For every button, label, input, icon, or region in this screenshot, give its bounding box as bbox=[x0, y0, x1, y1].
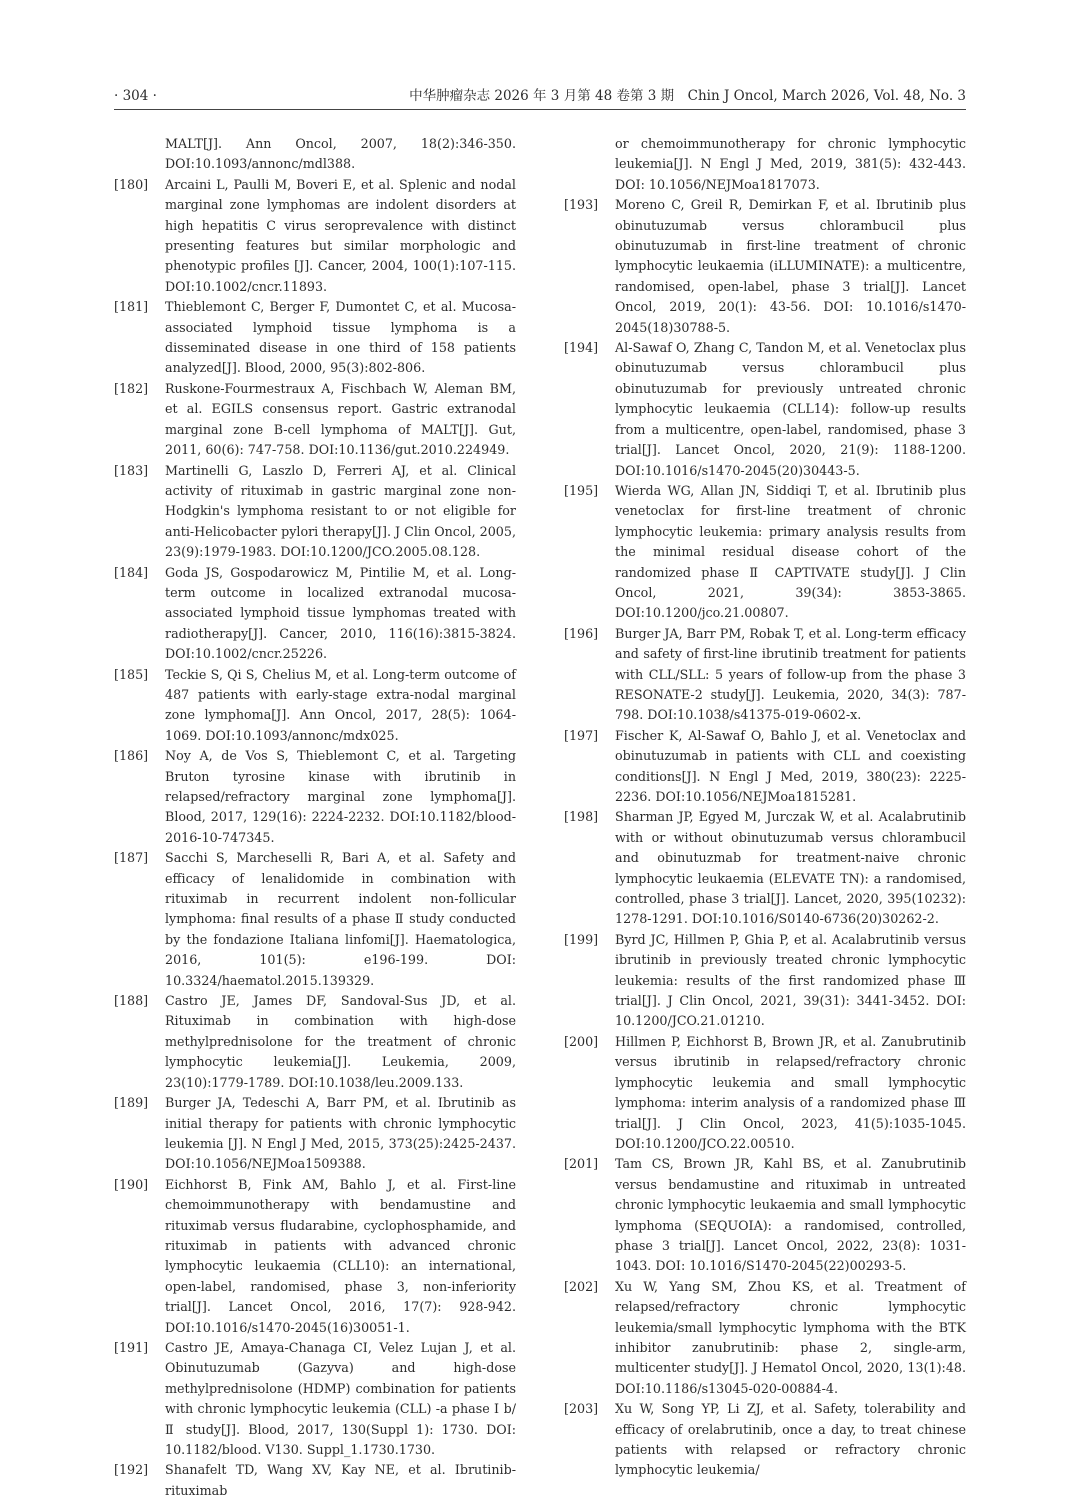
reference-number: [186] bbox=[114, 748, 149, 764]
reference-number: [193] bbox=[564, 197, 599, 213]
reference-text: MALT[J]. Ann Oncol, 2007, 18(2):346-350. DOI:10.1093/annonc/mdl388. bbox=[165, 136, 516, 172]
reference-entry bbox=[114, 175, 516, 297]
reference-entry bbox=[114, 1093, 516, 1175]
reference-number: [187] bbox=[114, 850, 149, 866]
reference-entry bbox=[564, 195, 966, 338]
reference-entry bbox=[564, 338, 966, 481]
reference-text: Shanafelt TD, Wang XV, Kay NE, et al. Ibrutinib-rituximab bbox=[165, 1462, 516, 1498]
page-number: · 304 · bbox=[114, 88, 157, 104]
reference-text: Fischer K, Al-Sawaf O, Bahlo J, et al. Venetoclax and obinutuzumab in patients with CLL and coexisting conditions[J]. N Engl J Med, 2019, 380(23): 2225-2236. DOI:10.1056/NEJMoa1815281. bbox=[615, 727, 966, 804]
reference-text: Wierda WG, Allan JN, Siddiqi T, et al. Ibrutinib plus venetoclax for first-line treatment of chronic lymphocytic leukemia: primary analysis results from the minimal residual disease cohort of the randomized phase Ⅱ CAPTIVATE study[J]. J Clin Oncol, 2021, 39(34): 3853-3865. DOI:10.1200/jco.21.00807. bbox=[615, 482, 966, 621]
reference-entry bbox=[114, 1175, 516, 1338]
reference-number: [182] bbox=[114, 380, 149, 396]
reference-number: [200] bbox=[564, 1033, 599, 1049]
reference-text: Sacchi S, Marcheselli R, Bari A, et al. Safety and efficacy of lenalidomide in combination with rituximab in recurrent indolent non-follicular lymphoma: final results of a phase Ⅱ study conducted by the fondazione Italiana linfomi[J]. Haematologica, 2016, 101(5): e196-199. DOI: 10.3324/haematol.2015.139329. bbox=[165, 850, 516, 988]
reference-number: [198] bbox=[564, 809, 599, 825]
journal-citation: 中华肿瘤杂志 2026 年 3 月第 48 卷第 3 期 Chin J Oncol, March 2026, Vol. 48, No. 3 bbox=[409, 88, 966, 104]
reference-text: Burger JA, Barr PM, Robak T, et al. Long-term efficacy and safety of first-line ibrutinib treatment for patients with CLL/SLL: 5 years of follow-up from the phase 3 RESONATE-2 study[J]. Leukemia, 2020, 34(3): 787-798. DOI:10.1038/s41375-019-0602-x. bbox=[615, 625, 966, 723]
reference-entry bbox=[564, 726, 966, 808]
reference-text: Byrd JC, Hillmen P, Ghia P, et al. Acalabrutinib versus ibrutinib in previously treated chronic lymphocytic leukemia: results of the first randomized phase Ⅲ trial[J]. J Clin Oncol, 2021, 39(31): 3441-3452. DOI: 10.1200/JCO.21.01210. bbox=[615, 931, 966, 1029]
references-left-column bbox=[114, 134, 516, 1501]
page-header bbox=[114, 86, 966, 110]
reference-entry bbox=[564, 1154, 966, 1276]
reference-number: [185] bbox=[114, 666, 149, 682]
reference-number: [199] bbox=[564, 931, 599, 947]
reference-number: [183] bbox=[114, 462, 149, 478]
reference-text: Hillmen P, Eichhorst B, Brown JR, et al. Zanubrutinib versus ibrutinib in relapsed/refractory chronic lymphocytic leukemia and small lymphocytic lymphoma: interim analysis of a randomized phase Ⅲ trial[J]. J Clin Oncol, 2023, 41(5):1035-1045. DOI:10.1200/JCO.22.00510. bbox=[615, 1033, 966, 1151]
reference-text: Sharman JP, Egyed M, Jurczak W, et al. Acalabrutinib with or without obinutuzumab versus chlorambucil and obinutuzmab for treatment-naive chronic lymphocytic leukaemia (ELEVATE TN): a randomised, controlled, phase 3 trial[J]. Lancet, 2020, 395(10232): 1278-1291. DOI:10.1016/S0140-6736(20)30262-2. bbox=[615, 809, 966, 927]
reference-text: or chemoimmunotherapy for chronic lymphocytic leukemia[J]. N Engl J Med, 2019, 381(5): 432-443. DOI: 10.1056/NEJMoa1817073. bbox=[615, 136, 966, 192]
reference-number: [181] bbox=[114, 299, 149, 315]
reference-text: Arcaini L, Paulli M, Boveri E, et al. Splenic and nodal marginal zone lymphomas are indolent disorders at high hepatitis C virus seroprevalence with distinct presenting features but similar morphologic and phenotypic profiles [J]. Cancer, 2004, 100(1):107-115. DOI:10.1002/cncr.11893. bbox=[165, 176, 516, 294]
reference-number: [195] bbox=[564, 482, 599, 498]
reference-text: Xu W, Yang SM, Zhou KS, et al. Treatment of relapsed/refractory chronic lymphocytic leukemia/small lymphocytic lymphoma with the BTK inhibitor zanubrutinib: phase 2, single-arm, multicenter study[J]. J Hematol Oncol, 2020, 13(1):48. DOI:10.1186/s13045-020-00884-4. bbox=[615, 1278, 966, 1396]
reference-number: [184] bbox=[114, 564, 149, 580]
reference-entry bbox=[114, 665, 516, 747]
reference-entry bbox=[114, 746, 516, 848]
reference-text: Ruskone-Fourmestraux A, Fischbach W, Aleman BM, et al. EGILS consensus report. Gastric extranodal marginal zone B-cell lymphoma of MALT[J]. Gut, 2011, 60(6): 747-758. DOI:10.1136/gut.2010.224949. bbox=[165, 380, 516, 458]
reference-number: [202] bbox=[564, 1278, 599, 1294]
reference-number: [197] bbox=[564, 727, 599, 743]
reference-number: [189] bbox=[114, 1095, 149, 1111]
reference-entry bbox=[564, 1399, 966, 1481]
reference-entry bbox=[564, 134, 966, 195]
reference-entry bbox=[114, 1460, 516, 1501]
reference-entry bbox=[114, 134, 516, 175]
reference-text: Tam CS, Brown JR, Kahl BS, et al. Zanubrutinib versus bendamustine and rituximab in untreated chronic lymphocytic leukaemia and small lymphocytic lymphoma (SEQUOIA): a randomised, controlled, phase 3 trial[J]. Lancet Oncol, 2022, 23(8): 1031-1043. DOI: 10.1016/S1470-2045(22)00293-5. bbox=[615, 1156, 966, 1274]
reference-text: Castro JE, Amaya-Chanaga CI, Velez Lujan J, et al. Obinutuzumab (Gazyva) and high-dose methylprednisolone (HDMP) combination for patients with chronic lymphocytic leukemia (CLL) -a phase Ⅰ b/Ⅱ study[J]. Blood, 2017, 130(Suppl 1): 1730. DOI: 10.1182/blood. V130. Suppl_1.1730.1730. bbox=[165, 1339, 516, 1457]
reference-text: Burger JA, Tedeschi A, Barr PM, et al. Ibrutinib as initial therapy for patients with chronic lymphocytic leukemia [J]. N Engl J Med, 2015, 373(25):2425-2437. DOI:10.1056/NEJMoa1509388. bbox=[165, 1095, 516, 1172]
reference-text: Noy A, de Vos S, Thieblemont C, et al. Targeting Bruton tyrosine kinase with ibrutinib in relapsed/refractory marginal zone lymphoma[J]. Blood, 2017, 129(16): 2224-2232. DOI:10.1182/blood-2016-10-747345. bbox=[165, 748, 516, 845]
reference-text: Goda JS, Gospodarowicz M, Pintilie M, et al. Long-term outcome in localized extranodal mucosa-associated lymphoid tissue lymphomas treated with radiotherapy[J]. Cancer, 2010, 116(16):3815-3824. DOI:10.1002/cncr.25226. bbox=[165, 564, 516, 662]
reference-entry bbox=[114, 297, 516, 379]
reference-text: Martinelli G, Laszlo D, Ferreri AJ, et al. Clinical activity of rituximab in gastric marginal zone non-Hodgkin's lymphoma resistant to or not eligible for anti-Helicobacter pylori therapy[J]. J Clin Oncol, 2005, 23(9):1979-1983. DOI:10.1200/JCO.2005.08.128. bbox=[165, 462, 516, 560]
reference-number: [190] bbox=[114, 1176, 149, 1192]
reference-entry bbox=[114, 1338, 516, 1460]
reference-entry bbox=[114, 563, 516, 665]
reference-entry bbox=[114, 991, 516, 1093]
reference-text: Xu W, Song YP, Li ZJ, et al. Safety, tolerability and efficacy of orelabrutinib, once a day, to treat chinese patients with relapsed or refractory chronic lymphocytic leukemia/ bbox=[615, 1401, 966, 1478]
reference-text: Moreno C, Greil R, Demirkan F, et al. Ibrutinib plus obinutuzumab versus chlorambucil plus obinutuzumab in first-line treatment of chronic lymphocytic leukaemia (iLLUMINATE): a multicentre, randomised, open-label, phase 3 trial[J]. Lancet Oncol, 2019, 20(1): 43-56. DOI: 10.1016/s1470-2045(18)30788-5. bbox=[615, 197, 966, 335]
reference-entry bbox=[564, 930, 966, 1032]
reference-text: Castro JE, James DF, Sandoval-Sus JD, et al. Rituximab in combination with high-dose methylprednisolone for the treatment of chronic lymphocytic leukemia[J]. Leukemia, 2009, 23(10):1779-1789. DOI:10.1038/leu.2009.133. bbox=[165, 993, 516, 1090]
reference-entry bbox=[564, 481, 966, 624]
reference-number: [196] bbox=[564, 625, 599, 641]
reference-entry bbox=[564, 1032, 966, 1154]
reference-entry bbox=[114, 379, 516, 461]
reference-number: [180] bbox=[114, 176, 149, 192]
header-rule bbox=[114, 109, 966, 110]
reference-entry bbox=[564, 624, 966, 726]
reference-number: [191] bbox=[114, 1339, 149, 1355]
reference-entry bbox=[564, 807, 966, 929]
reference-number: [194] bbox=[564, 340, 599, 356]
reference-number: [203] bbox=[564, 1401, 599, 1417]
reference-number: [201] bbox=[564, 1156, 599, 1172]
reference-text: Al-Sawaf O, Zhang C, Tandon M, et al. Venetoclax plus obinutuzumab versus chlorambucil plus obinutuzumab for previously untreated chronic lymphocytic leukaemia (CLL14): follow-up results from a multicentre, open-label, randomised, phase 3 trial[J]. Lancet Oncol, 2020, 21(9): 1188-1200. DOI:10.1016/s1470-2045(20)30443-5. bbox=[615, 340, 966, 478]
references-right-column bbox=[564, 134, 966, 1481]
reference-number: [192] bbox=[114, 1462, 149, 1478]
reference-entry bbox=[114, 461, 516, 563]
reference-text: Teckie S, Qi S, Chelius M, et al. Long-term outcome of 487 patients with early-stage extra-nodal marginal zone lymphoma[J]. Ann Oncol, 2017, 28(5): 1064-1069. DOI:10.1093/annonc/mdx025. bbox=[165, 666, 516, 743]
reference-entry bbox=[564, 1277, 966, 1399]
reference-text: Eichhorst B, Fink AM, Bahlo J, et al. First-line chemoimmunotherapy with bendamustine and rituximab versus fludarabine, cyclophosphamide, and rituximab in patients with advanced chronic lymphocytic leukaemia (CLL10): an international, open-label, randomised, phase 3, non-inferiority trial[J]. Lancet Oncol, 2016, 17(7): 928-942. DOI:10.1016/s1470-2045(16)30051-1. bbox=[165, 1176, 516, 1335]
reference-number: [188] bbox=[114, 993, 149, 1009]
reference-text: Thieblemont C, Berger F, Dumontet C, et al. Mucosa-associated lymphoid tissue lymphoma is a disseminated disease in one third of 158 patients analyzed[J]. Blood, 2000, 95(3):802-806. bbox=[165, 299, 516, 376]
reference-entry bbox=[114, 848, 516, 991]
